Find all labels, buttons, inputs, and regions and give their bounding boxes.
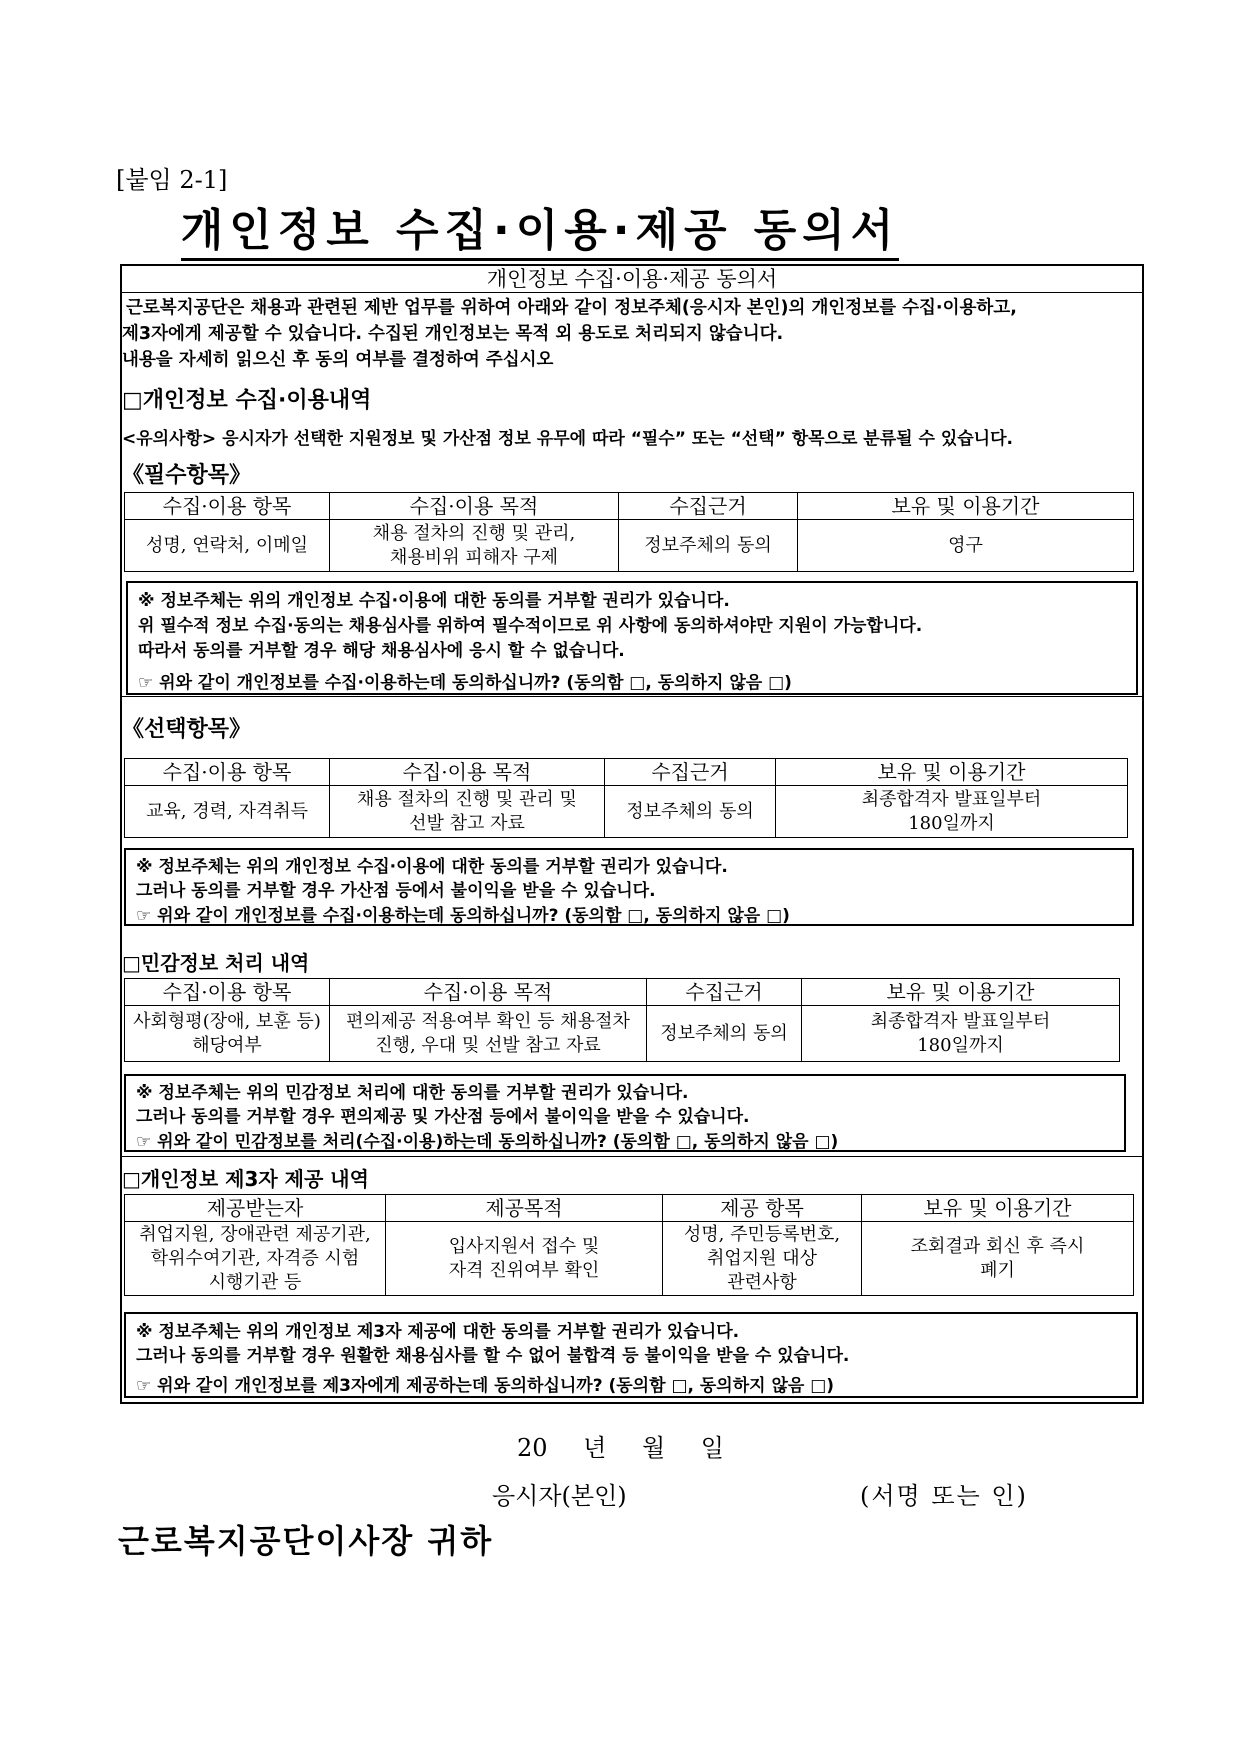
table-header: 수집근거 xyxy=(647,979,802,1006)
table-row xyxy=(125,1006,1120,1062)
table-header: 수집근거 xyxy=(619,493,798,520)
cell-line: 최종합격자 발표일부터 xyxy=(870,1010,1051,1032)
table-cell xyxy=(330,786,605,838)
table-row xyxy=(125,1222,1134,1296)
intro-line-3: 내용을 자세히 읽으신 후 동의 여부를 결정하여 주십시오 xyxy=(122,350,554,370)
table-header: 제공목적 xyxy=(386,1195,663,1222)
consent-form xyxy=(120,264,1144,1404)
cell-line: 채용비위 피해자 구제 xyxy=(390,546,558,568)
notice-line: ※ 정보주체는 위의 민감정보 처리에 대한 동의를 거부할 권리가 있습니다. xyxy=(136,1083,689,1103)
third-party-consent-question[interactable]: ☞ 위와 같이 개인정보를 제3자에게 제공하는데 동의하십니까? (동의함 □, 동의하지 않음 □) xyxy=(136,1376,835,1396)
cell-line: 자격 진위여부 확인 xyxy=(448,1259,600,1281)
cell-line: 관련사항 xyxy=(727,1271,797,1293)
required-consent-question[interactable]: ☞ 위와 같이 개인정보를 수집·이용하는데 동의하십니까? (동의함 □, 동의하지 않음 □) xyxy=(138,673,792,693)
table-header: 보유 및 이용기간 xyxy=(802,979,1120,1006)
table-cell xyxy=(663,1222,862,1296)
addressee: 근로복지공단이사장 귀하 xyxy=(118,1522,494,1560)
cell-line: 채용 절차의 진행 및 관리 및 xyxy=(357,788,577,810)
cell-line: 폐기 xyxy=(980,1259,1015,1281)
applicant-label: 응시자(본인) xyxy=(492,1482,627,1510)
table-cell: 영구 xyxy=(798,520,1134,572)
table-cell xyxy=(386,1222,663,1296)
cell-line: 180일까지 xyxy=(917,1034,1004,1056)
optional-consent-question[interactable]: ☞ 위와 같이 개인정보를 수집·이용하는데 동의하십니까? (동의함 □, 동의하지 않음 □) xyxy=(136,906,790,926)
sensitive-info-title: □민감정보 처리 내역 xyxy=(122,951,310,975)
table-cell xyxy=(330,1006,647,1062)
cell-line: 최종합격자 발표일부터 xyxy=(861,788,1042,810)
table-row xyxy=(125,520,1134,572)
table-cell: 성명, 연락처, 이메일 xyxy=(125,520,330,572)
table-header: 보유 및 이용기간 xyxy=(776,759,1128,786)
cell-line: 입사지원서 접수 및 xyxy=(448,1235,600,1257)
third-party-consent-box xyxy=(124,1312,1138,1398)
document-title-text: 개인정보 수집·이용·제공 동의서 xyxy=(181,205,900,261)
cell-line: 진행, 우대 및 선발 참고 자료 xyxy=(375,1034,601,1056)
cell-line: 180일까지 xyxy=(908,812,995,834)
table-cell xyxy=(125,1222,386,1296)
table-header: 제공받는자 xyxy=(125,1195,386,1222)
cell-line: 채용 절차의 진행 및 관리, xyxy=(372,522,576,544)
table-header: 보유 및 이용기간 xyxy=(798,493,1134,520)
optional-consent-box xyxy=(124,848,1134,926)
notice-line: 그러나 동의를 거부할 경우 원활한 채용심사를 할 수 없어 불합격 등 불이익을 받을 수 있습니다. xyxy=(136,1346,850,1366)
optional-items-table xyxy=(124,758,1128,838)
table-header: 수집·이용 목적 xyxy=(330,759,605,786)
table-cell: 정보주체의 동의 xyxy=(619,520,798,572)
third-party-title: □개인정보 제3자 제공 내역 xyxy=(122,1167,369,1191)
required-items-label: 《필수항목》 xyxy=(122,463,252,488)
required-consent-box xyxy=(126,581,1138,695)
attachment-label: [붙임 2-1] xyxy=(116,166,228,194)
cell-line: 학위수여기관, 자격증 시험 xyxy=(150,1247,360,1269)
cell-line: 사회형평(장애, 보훈 등) xyxy=(133,1010,321,1032)
cell-line: 시행기관 등 xyxy=(208,1271,302,1293)
signature-field[interactable]: (서명 또는 인) xyxy=(860,1482,1028,1510)
table-header: 제공 항목 xyxy=(663,1195,862,1222)
caution-note: <유의사항> 응시자가 선택한 지원정보 및 가산점 정보 유무에 따라 “필수” 또는 “선택” 항목으로 분류될 수 있습니다. xyxy=(122,429,1013,449)
cell-line: 취업지원, 장애관련 제공기관, xyxy=(139,1223,371,1245)
table-header: 수집·이용 항목 xyxy=(125,493,330,520)
section-collection-title: □개인정보 수집·이용내역 xyxy=(122,388,372,413)
notice-line: ※ 정보주체는 위의 개인정보 수집·이용에 대한 동의를 거부할 권리가 있습니다. xyxy=(136,857,728,877)
table-cell xyxy=(125,1006,330,1062)
sensitive-consent-question[interactable]: ☞ 위와 같이 민감정보를 처리(수집·이용)하는데 동의하십니까? (동의함 □, 동의하지 않음 □) xyxy=(136,1132,839,1152)
cell-line: 성명, 주민등록번호, xyxy=(683,1223,841,1245)
optional-items-label: 《선택항목》 xyxy=(122,717,252,742)
cell-line: 선발 참고 자료 xyxy=(409,812,525,834)
notice-line: ※ 정보주체는 위의 개인정보 수집·이용에 대한 동의를 거부할 권리가 있습니다. xyxy=(138,591,730,611)
sensitive-consent-box xyxy=(124,1074,1126,1152)
intro-line-1: 근로복지공단은 채용과 관련된 제반 업무를 위하여 아래와 같이 정보주체(응시자 본인)의 개인정보를 수집·이용하고, xyxy=(126,298,1017,318)
table-cell xyxy=(776,786,1128,838)
notice-line: 따라서 동의를 거부할 경우 해당 채용심사에 응시 할 수 없습니다. xyxy=(138,641,625,661)
table-cell: 정보주체의 동의 xyxy=(647,1006,802,1062)
table-row xyxy=(125,786,1128,838)
table-cell xyxy=(330,520,619,572)
required-items-table xyxy=(124,492,1134,572)
intro-line-2: 제3자에게 제공할 수 있습니다. 수집된 개인정보는 목적 외 용도로 처리되지 않습니다. xyxy=(122,324,784,344)
notice-line: ※ 정보주체는 위의 개인정보 제3자 제공에 대한 동의를 거부할 권리가 있습니다. xyxy=(136,1322,740,1342)
document-title xyxy=(0,194,1080,258)
table-header: 수집·이용 항목 xyxy=(125,979,330,1006)
cell-line: 편의제공 적용여부 확인 등 채용절차 xyxy=(346,1010,630,1032)
table-cell: 교육, 경력, 자격취득 xyxy=(125,786,330,838)
cell-line: 취업지원 대상 xyxy=(706,1247,818,1269)
cell-line: 해당여부 xyxy=(192,1034,262,1056)
table-header: 수집·이용 목적 xyxy=(330,493,619,520)
third-party-table xyxy=(124,1194,1134,1296)
table-header: 수집·이용 항목 xyxy=(125,759,330,786)
date-line[interactable]: 20 년 월 일 xyxy=(517,1434,724,1462)
notice-line: 위 필수적 정보 수집·동의는 채용심사를 위하여 필수적이므로 위 사항에 동의하셔야만 지원이 가능합니다. xyxy=(138,616,923,636)
table-header: 보유 및 이용기간 xyxy=(862,1195,1134,1222)
notice-line: 그러나 동의를 거부할 경우 가산점 등에서 불이익을 받을 수 있습니다. xyxy=(136,881,656,901)
form-header: 개인정보 수집·이용·제공 동의서 xyxy=(122,266,1142,293)
cell-line: 조회결과 회신 후 즉시 xyxy=(910,1235,1085,1257)
table-cell xyxy=(802,1006,1120,1062)
table-header: 수집근거 xyxy=(605,759,776,786)
sensitive-info-table xyxy=(124,978,1120,1062)
divider xyxy=(122,1156,1142,1157)
notice-line: 그러나 동의를 거부할 경우 편의제공 및 가산점 등에서 불이익을 받을 수 있습니다. xyxy=(136,1107,750,1127)
table-cell xyxy=(862,1222,1134,1296)
table-cell: 정보주체의 동의 xyxy=(605,786,776,838)
divider xyxy=(122,696,1142,697)
table-header: 수집·이용 목적 xyxy=(330,979,647,1006)
